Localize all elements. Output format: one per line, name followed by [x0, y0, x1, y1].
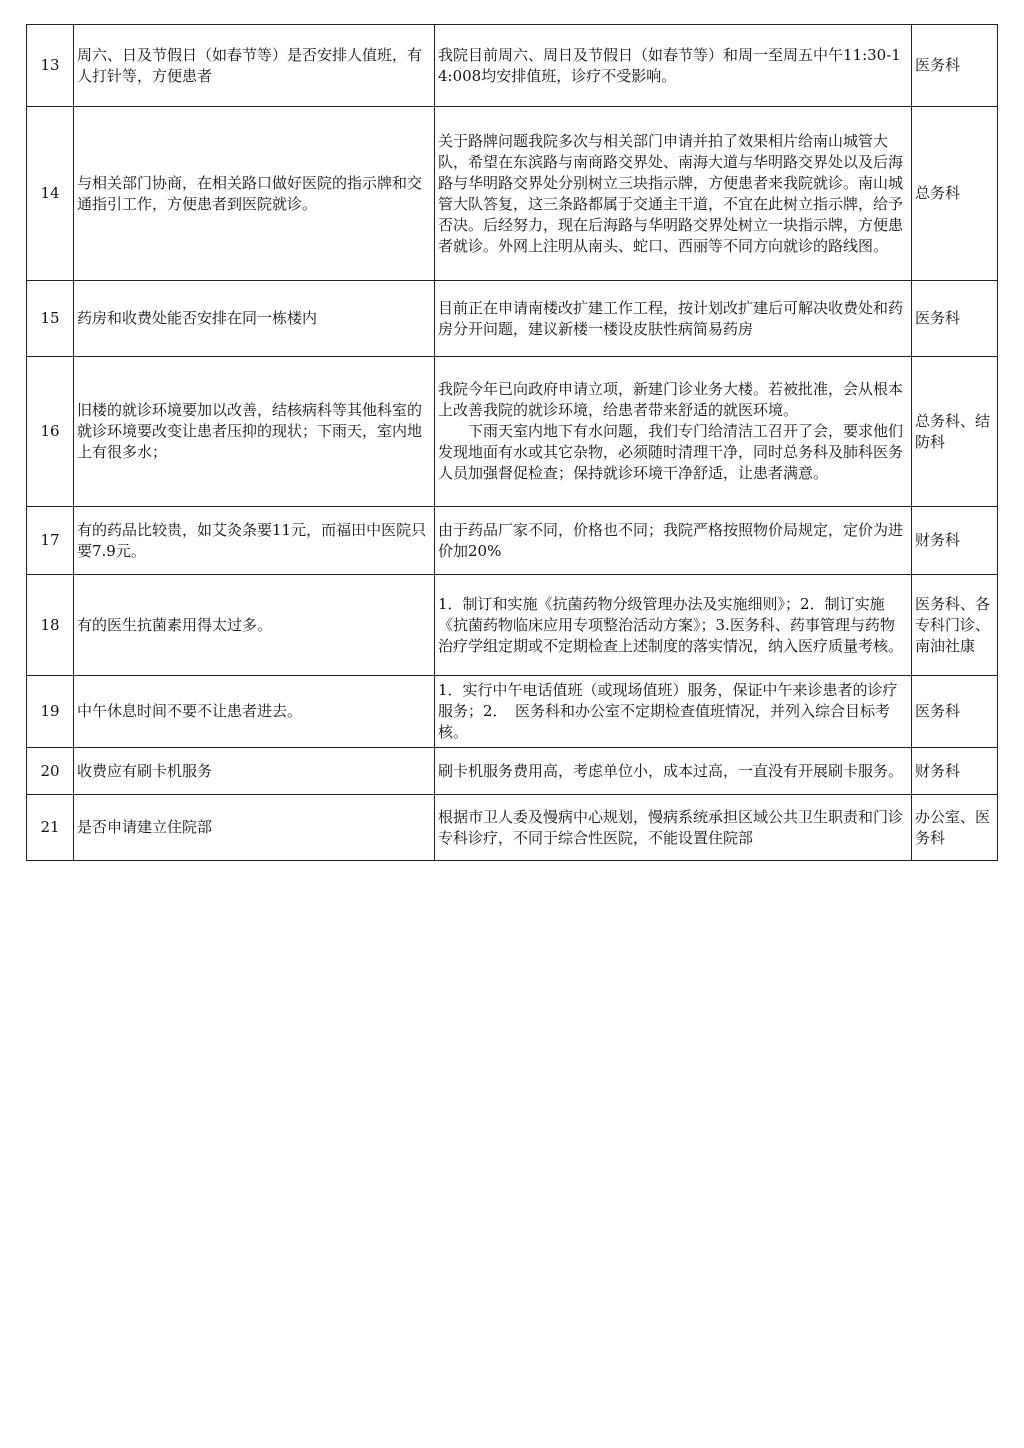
issue-cell: 中午休息时间不要不让患者进去。: [74, 676, 435, 748]
department-cell: 总务科: [912, 107, 998, 281]
row-number: 17: [27, 507, 74, 575]
table-row: [27, 107, 998, 281]
table-row: [27, 748, 998, 795]
table-row: [27, 281, 998, 357]
row-number: 16: [27, 357, 74, 507]
feedback-table-body: [27, 25, 998, 861]
table-row: [27, 357, 998, 507]
response-cell: 目前正在申请南楼改扩建工作工程，按计划改扩建后可解决收费处和药房分开问题，建议新楼一楼设皮肤性病简易药房: [435, 281, 912, 357]
row-number: 15: [27, 281, 74, 357]
table-row: [27, 676, 998, 748]
issue-cell: 与相关部门协商，在相关路口做好医院的指示牌和交通指引工作，方便患者到医院就诊。: [74, 107, 435, 281]
department-cell: 医务科: [912, 676, 998, 748]
response-cell: 关于路牌问题我院多次与相关部门申请并拍了效果相片给南山城管大队，希望在东滨路与南商路交界处、南海大道与华明路交界处以及后海路与华明路交界处分别树立三块指示牌，方便患者来我院就诊。南山城管大队答复，这三条路都属于交通主干道，不宜在此树立指示牌，给予否决。后经努力，现在后海路与华明路交界处树立一块指示牌，方便患者就诊。外网上注明从南头、蛇口、西丽等不同方向就诊的路线图。: [435, 107, 912, 281]
department-cell: 医务科、各专科门诊、南油社康: [912, 575, 998, 676]
issue-cell: 旧楼的就诊环境要加以改善，结核病科等其他科室的就诊环境要改变让患者压抑的现状；下雨天，室内地上有很多水；: [74, 357, 435, 507]
row-number: 21: [27, 795, 74, 861]
department-cell: 办公室、医务科: [912, 795, 998, 861]
department-cell: 财务科: [912, 507, 998, 575]
response-cell: 我院今年已向政府申请立项，新建门诊业务大楼。若被批准，会从根本上改善我院的就诊环境，给患者带来舒适的就医环境。 下雨天室内地下有水问题，我们专门给清洁工召开了会，要求他们发现地面有水或其它杂物，必须随时清理干净，同时总务科及肺科医务人员加强督促检查；保持就诊环境干净舒适，让患者满意。: [435, 357, 912, 507]
response-cell: 根据市卫人委及慢病中心规划，慢病系统承担区域公共卫生职责和门诊专科诊疗，不同于综合性医院，不能设置住院部: [435, 795, 912, 861]
issue-cell: 药房和收费处能否安排在同一栋楼内: [74, 281, 435, 357]
table-row: [27, 507, 998, 575]
table-row: [27, 795, 998, 861]
row-number: 14: [27, 107, 74, 281]
row-number: 19: [27, 676, 74, 748]
row-number: 18: [27, 575, 74, 676]
issue-cell: 是否申请建立住院部: [74, 795, 435, 861]
issue-cell: 有的药品比较贵，如艾灸条要11元，而福田中医院只要7.9元。: [74, 507, 435, 575]
response-cell: 1．制订和实施《抗菌药物分级管理办法及实施细则》；2．制订实施《抗菌药物临床应用专项整治活动方案》；3.医务科、药事管理与药物治疗学组定期或不定期检查上述制度的落实情况，纳入医疗质量考核。: [435, 575, 912, 676]
issue-cell: 收费应有刷卡机服务: [74, 748, 435, 795]
department-cell: 财务科: [912, 748, 998, 795]
response-cell: 刷卡机服务费用高，考虑单位小，成本过高，一直没有开展刷卡服务。: [435, 748, 912, 795]
department-cell: 医务科: [912, 25, 998, 107]
response-cell: 1．实行中午电话值班（或现场值班）服务，保证中午来诊患者的诊疗服务；2． 医务科和办公室不定期检查值班情况，并列入综合目标考核。: [435, 676, 912, 748]
row-number: 13: [27, 25, 74, 107]
department-cell: 总务科、结防科: [912, 357, 998, 507]
feedback-table: [26, 24, 998, 861]
department-cell: 医务科: [912, 281, 998, 357]
table-row: [27, 25, 998, 107]
response-cell: 我院目前周六、周日及节假日（如春节等）和周一至周五中午11:30-14:008均安排值班，诊疗不受影响。: [435, 25, 912, 107]
issue-cell: 周六、日及节假日（如春节等）是否安排人值班，有人打针等，方便患者: [74, 25, 435, 107]
response-cell: 由于药品厂家不同，价格也不同；我院严格按照物价局规定，定价为进价加20%: [435, 507, 912, 575]
issue-cell: 有的医生抗菌素用得太过多。: [74, 575, 435, 676]
row-number: 20: [27, 748, 74, 795]
table-row: [27, 575, 998, 676]
